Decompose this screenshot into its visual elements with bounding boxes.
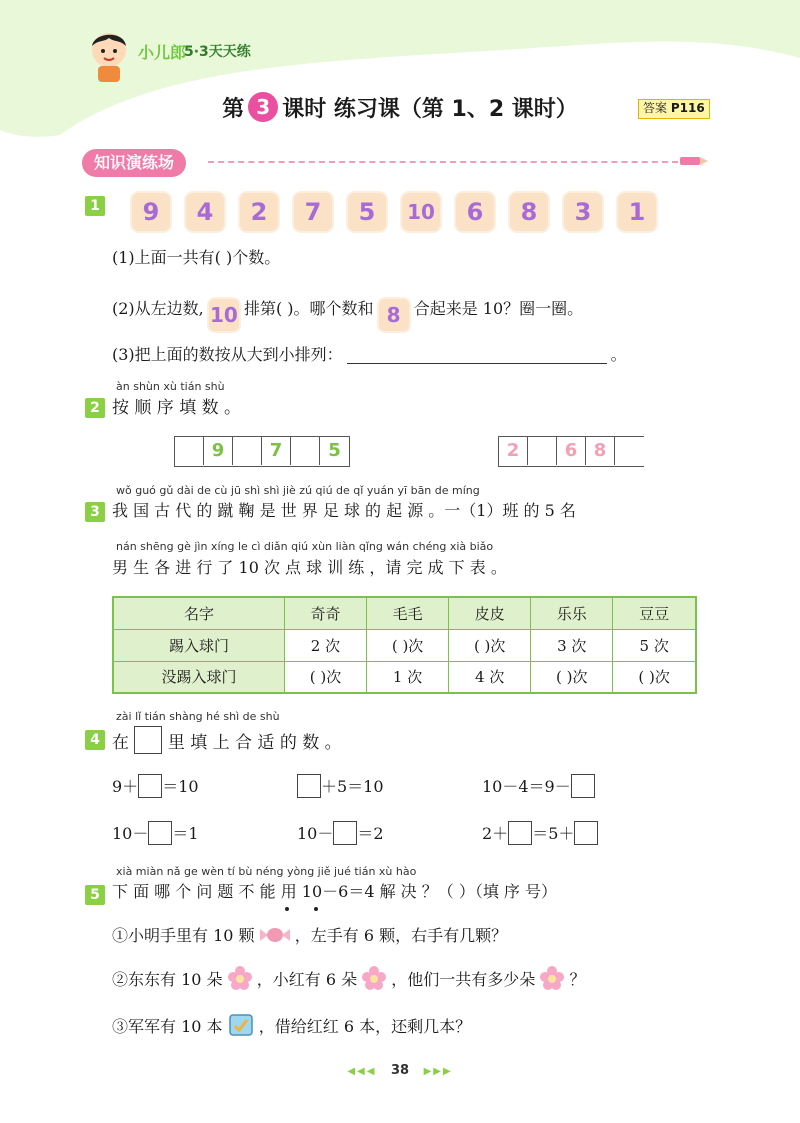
table-row: 没踢入球门 ( )次 1 次 4 次 ( )次 ( )次: [113, 661, 696, 693]
sequence-cell[interactable]: [291, 437, 320, 465]
question-number: 3: [85, 502, 105, 522]
q4-pinyin: zài lǐ tián shàng hé shì de shù: [116, 710, 280, 723]
equation: 10－4＝9－: [482, 774, 595, 798]
arrow-left-icon: ◀◀◀: [347, 1066, 377, 1077]
equation: 10－ ＝1: [112, 821, 199, 845]
brand-name: 小儿郎: [138, 43, 187, 62]
table-row: 踢入球门 2 次 ( )次 ( )次 3 次 5 次: [113, 629, 696, 661]
option-3: ③军军有 10 本 ，借给红红 6 本，还剩几本？: [112, 1012, 471, 1038]
sequence-cell[interactable]: 8: [586, 437, 615, 465]
q4-instruction: 在 里 填 上 合 适 的 数 。: [112, 726, 342, 754]
answer-box[interactable]: [574, 821, 598, 845]
sequence-cell[interactable]: 2: [499, 437, 528, 465]
answer-box[interactable]: [508, 821, 532, 845]
lesson-number-badge: 3: [248, 92, 278, 122]
number-card[interactable]: 5: [348, 193, 386, 231]
sequence-cell[interactable]: 5: [328, 440, 341, 461]
equation: 9＋ ＝10: [112, 774, 199, 798]
number-card[interactable]: 6: [456, 193, 494, 231]
emphasis-dot: [314, 907, 318, 911]
question-number: 4: [85, 730, 105, 750]
q3-pinyin-1: wǒ guó gǔ dài de cù jū shì shì jiè zú qiú de qǐ yuán yī bān de míng: [116, 484, 480, 497]
option-1: ①小明手里有 10 颗 ，左手有 6 颗，右手有几颗？: [112, 926, 508, 945]
table-row: 名字 奇奇 毛毛 皮皮 乐乐 豆豆: [113, 597, 696, 629]
sequence-strip: [174, 436, 350, 467]
book-icon: [228, 1012, 254, 1038]
sequence-cell[interactable]: 9: [204, 437, 233, 465]
q1-part1: (1)上面一共有( )个数。: [112, 248, 281, 267]
number-card[interactable]: 7: [294, 193, 332, 231]
question-number: 2: [85, 398, 105, 418]
number-card[interactable]: 4: [186, 193, 224, 231]
page-footer: [0, 1063, 800, 1078]
equation: ＋5＝10: [297, 774, 384, 798]
section-divider: [208, 161, 678, 163]
answer-box[interactable]: [297, 774, 321, 798]
equation: 2＋ ＝5＋: [482, 821, 598, 845]
sequence-strip: [498, 436, 644, 467]
brand-subtitle: 5·3天天练: [184, 44, 251, 60]
sequence-cell[interactable]: [175, 437, 204, 465]
answer-box[interactable]: [148, 821, 172, 845]
q2-pinyin: àn shùn xù tián shù: [116, 380, 225, 393]
number-card[interactable]: 10: [402, 193, 440, 231]
number-card[interactable]: 2: [240, 193, 278, 231]
score-table: [112, 596, 697, 694]
sequence-cell[interactable]: 7: [262, 437, 291, 465]
q3-text-1: 我 国 古 代 的 蹴 鞠 是 世 界 足 球 的 起 源 。一（1）班 的 5 名: [112, 501, 576, 520]
q3-text-2: 男 生 各 进 行 了 10 次 点 球 训 练 ，请 完 成 下 表 。: [112, 558, 507, 577]
answer-line[interactable]: [347, 346, 607, 364]
flower-icon: [228, 966, 252, 990]
number-card: 8: [379, 299, 409, 331]
brand-logo: [84, 28, 324, 84]
boy-mascot-icon: [84, 28, 134, 84]
sequence-cell[interactable]: [528, 437, 557, 465]
number-card: 10: [209, 299, 239, 331]
q1-part3: (3)把上面的数按从大到小排列： 。: [112, 345, 627, 364]
option-2: ②东东有 10 朵 ，小红有 6 朵 ，他们一共有多少朵 ？: [112, 966, 586, 991]
number-card[interactable]: 8: [510, 193, 548, 231]
pencil-icon: [680, 154, 708, 168]
equation: 10－ ＝2: [297, 821, 384, 845]
page-number: 38: [390, 1063, 410, 1078]
flower-icon: [540, 966, 564, 990]
question-number: 5: [85, 885, 105, 905]
arrow-right-icon: ▶▶▶: [423, 1066, 453, 1077]
q5-pinyin: xià miàn nǎ ge wèn tí bù néng yòng jiě jué tián xù hào: [116, 865, 417, 878]
q5-question: 下 面 哪 个 问 题 不 能 用 10－6＝4 解 决 ？（ ）（填 序 号）: [112, 882, 558, 901]
answer-box: [134, 726, 162, 754]
q1-part2: (2)从左边数, 10 排第( )。哪个数和 8 合起来是 10？圈一圈。: [112, 296, 583, 331]
question-number: 1: [85, 196, 105, 216]
q2-instruction: 按 顺 序 填 数 。: [112, 398, 242, 418]
flower-icon: [362, 966, 386, 990]
sequence-cell[interactable]: [233, 437, 262, 465]
number-card[interactable]: 3: [564, 193, 602, 231]
q3-pinyin-2: nán shēng gè jìn xíng le cì diǎn qiú xùn liàn qǐng wán chéng xià biǎo: [116, 540, 494, 553]
candy-icon: [260, 926, 290, 944]
sequence-cell[interactable]: 6: [557, 437, 586, 465]
section-label: 知识演练场: [82, 149, 186, 177]
page-title: 第 3 课时 练习课（第 1、2 课时）: [0, 92, 800, 123]
number-card[interactable]: 9: [132, 193, 170, 231]
answer-box[interactable]: [333, 821, 357, 845]
answer-box[interactable]: [571, 774, 595, 798]
number-card[interactable]: 1: [618, 193, 656, 231]
emphasis-dot: [285, 907, 289, 911]
sequence-cell[interactable]: [615, 437, 644, 465]
answer-page-badge: 答案 P116: [638, 99, 710, 119]
answer-box[interactable]: [138, 774, 162, 798]
